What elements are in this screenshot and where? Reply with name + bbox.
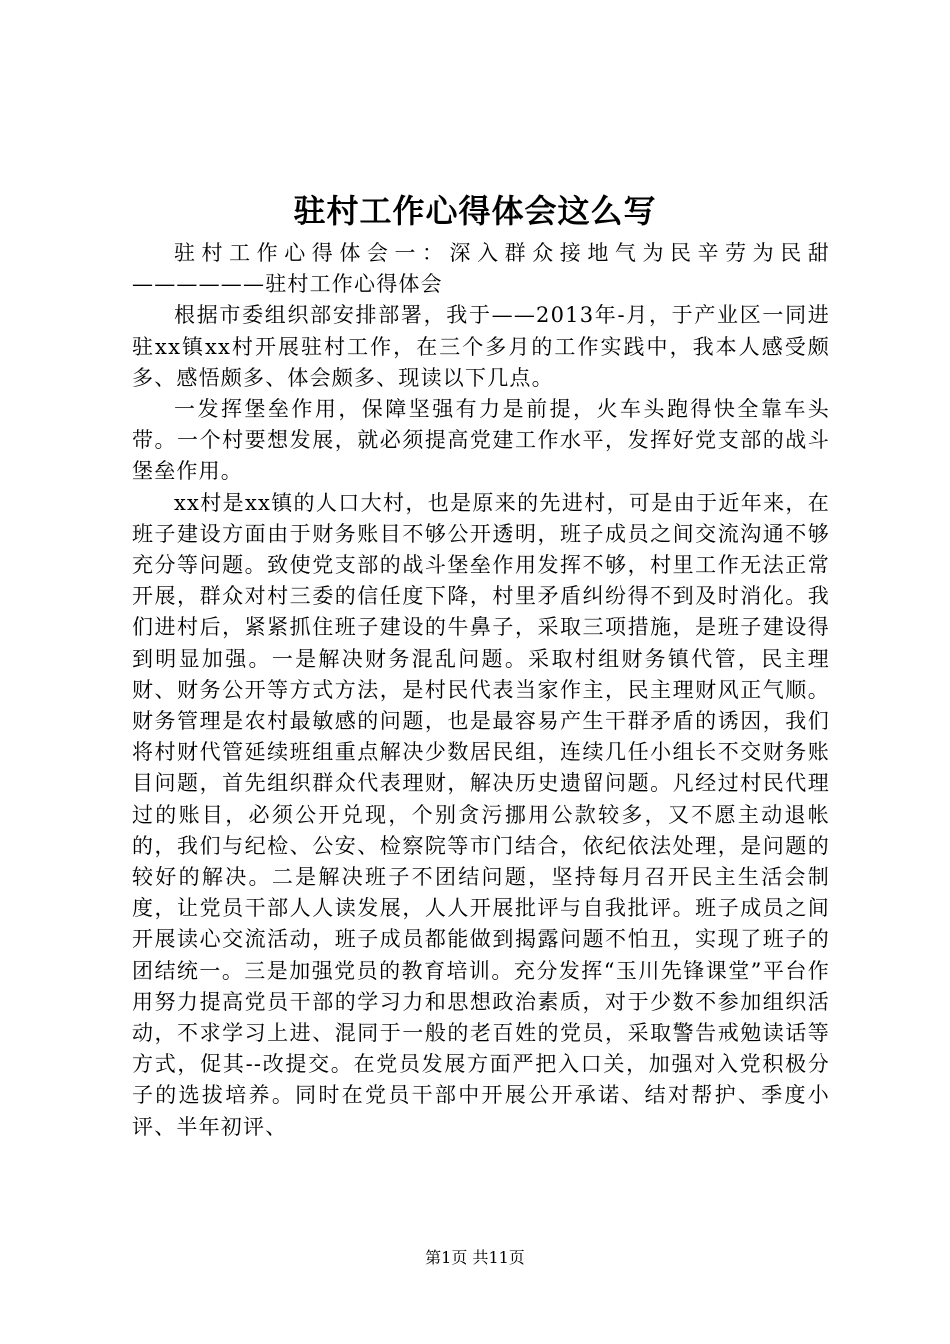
page-number-footer: 第1页 共11页 (425, 1248, 525, 1267)
document-body (132, 238, 830, 1143)
document-title: 驻村工作心得体会这么写 (293, 192, 657, 230)
paragraph-2: 根据市委组织部安排部署，我于——2013年-月，于产业区一同进驻xx镇xx村开展驻村工作，在三个多月的工作实践中，我本人感受颇多、感悟颇多、体会颇多、现读以下几点。 (132, 303, 830, 390)
paragraph-1: 驻村工作心得体会一：深入群众接地气为民辛劳为民甜——————驻村工作心得体会 (132, 241, 830, 297)
paragraph-3: 一发挥堡垒作用，保障坚强有力是前提，火车头跑得快全靠车头带。一个村要想发展，就必须提高党建工作水平，发挥好党支部的战斗堡垒作用。 (132, 397, 830, 484)
paragraph-4: xx村是xx镇的人口大村，也是原来的先进村，可是由于近年来，在班子建设方面由于财务账目不够公开透明，班子成员之间交流沟通不够充分等问题。致使党支部的战斗堡垒作用发挥不够，村里工作无法正常开展，群众对村三委的信任度下降，村里矛盾纠纷得不到及时消化。我们进村后，紧紧抓住班子建设的牛鼻子，采取三项措施，是班子建设得到明显加强。一是解决财务混乱问题。采取村组财务镇代管，民主理财、财务公开等方式方法，是村民代表当家作主，民主理财风正气顺。财务管理是农村最敏感的问题，也是最容易产生干群矛盾的诱因，我们将村财代管延续班组重点解决少数居民组，连续几任小组长不交财务账目问题，首先组织群众代表理财，解决历史遗留问题。凡经过村民代理过的账目，必须公开兑现，个别贪污挪用公款较多，又不愿主动退帐的，我们与纪检、公安、检察院等市门结合，依纪依法处理，是问题的较好的解决。二是解决班子不团结问题，坚持每月召开民主生活会制度，让党员干部人人读发展，人人开展批评与自我批评。班子成员之间开展读心交流活动，班子成员都能做到揭露问题不怕丑，实现了班子的团结统一。三是加强党员的教育培训。充分发挥“玉川先锋课堂”平台作用努力提高党员干部的学习力和思想政治素质，对于少数不参加组织活动，不求学习上进、混同于一般的老百姓的党员，采取警告戒勉读话等方式，促其--改提交。在党员发展方面严把入口关，加强对入党积极分子的选拔培养。同时在党员干部中开展公开承诺、结对帮护、季度小评、半年初评、 (132, 490, 830, 1139)
